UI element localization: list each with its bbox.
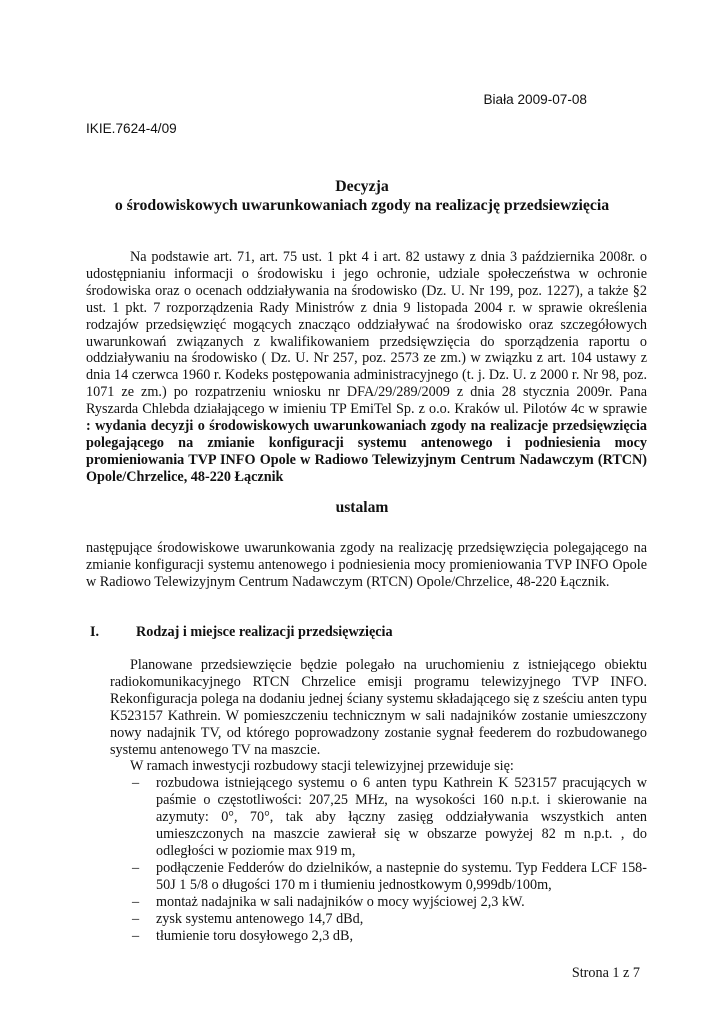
legal-basis-text: Na podstawie art. 71, art. 75 ust. 1 pkt 4 i art. 82 ustawy z dnia 3 października 2008r. o udostępnianiu informacji o środowisku i jego ochronie, udziale społeczeństwa w ochronie środowiska oraz o ocenach oddziaływania na środowisko (Dz. U. Nr 199, poz. 1227), a także §2 ust. 1 pkt. 7 rozporządzenia Rady Ministrów z dnia 9 listopada 2004 r. w sprawie określenia rodzajów przedsięwzięć mogących znacząco oddziaływać na środowisko oraz szczegółowych uwarunkowań związanych z kwalifikowaniem przedsięwzięcia do sporządzenia raportu o oddziaływaniu na środowisko ( Dz. U. Nr 257, poz. 2573 ze zm.) w związku z art. 104 ustawy z dnia 14 czerwca 1960 r. Kodeks postępowania administracyjnego (t. j. Dz. U. z 2000 r. Nr 98, poz. 1071 ze zm.) po rozpatrzeniu wniosku nr DFA/29/289/2009 z dnia 28 stycznia 2009r. Pana Ryszarda Chlebda działającego w imieniu TP EmiTel Sp. z o.o. Kraków ul. Pilotów 4c w sprawie — [86, 249, 647, 418]
legal-basis-paragraph — [86, 249, 647, 486]
list-item: – montaż nadajnika w sali nadajników o mocy wyjściowej 2,3 kW. — [132, 893, 525, 910]
decision-paragraph: następujące środowiskowe uwarunkowania zgody na realizację przedsięwzięcia polegającego na zmianie konfiguracji systemu antenowego i podniesienia mocy promieniowania TVP INFO Opole w Radiowo Telewizyjnym Centrum Nadawczym (RTCN) Opole/Chrzelice, 48-220 Łącznik. — [86, 540, 647, 590]
document-title — [0, 177, 724, 215]
reference-number: IKIE.7624-4/09 — [86, 121, 177, 136]
dash-bullet: – — [132, 927, 140, 944]
section-body — [110, 657, 647, 944]
scope-list — [110, 775, 647, 944]
list-item: – tłumienie toru dosyłowego 2,3 dB, — [132, 927, 354, 944]
legal-basis-subject: : wydania decyzji o środowiskowych uwarunkowaniach zgody na realizacje przedsięwzięcia polegającego na zmianie konfiguracji systemu antenowego i podniesienia mocy promieniowania TVP INFO Opole w Radiowo Telewizyjnym Centrum Nadawczym (RTCN) Opole/Chrzelice, 48-220 Łącznik — [86, 418, 647, 485]
title-line-2: o środowiskowych uwarunkowaniach zgody na realizację przedsiewzięcia — [114, 197, 610, 214]
ustalam-heading: ustalam — [335, 499, 389, 516]
dash-bullet: – — [132, 775, 140, 792]
list-item: – rozbudowa istniejącego systemu o 6 anten typu Kathrein K 523157 pracujących w paśmie o częstotliwości: 207,25 MHz, na wysokości 160 n.p.t. i skierowanie na azymuty: 0°, 70°, tak aby łączny zasięg oddziaływania wszystkich anten umieszczonych na maszcie zawierał się w obszarze powyżej 82 m n.p.t. , do odległości w poziomie max 919 m, — [132, 775, 647, 859]
dash-bullet: – — [132, 910, 140, 927]
list-item: – podłączenie Fedderów do dzielników, a nastepnie do systemu. Typ Feddera LCF 158-50J 1 5/8 o długości 170 m i tłumieniu jednostkowym 0,999db/100m, — [132, 859, 647, 893]
place-date: Biała 2009-07-08 — [483, 92, 587, 107]
title-line-1: Decyzja — [335, 178, 389, 195]
section-paragraph-2: W ramach inwestycji rozbudowy stacji telewizyjnej przewiduje się: — [130, 758, 514, 775]
section-paragraph-1: Planowane przedsiewzięcie będzie polegało na uruchomieniu z istniejącego obiektu radiokomunikacyjnego RTCN Chrzelice emisji programu telewizyjnego TVP INFO. Rekonfiguracja polega na dodaniu jednej ściany systemu składającego się z sześciu anten typu K523157 Kathrein. W pomieszczeniu technicznym w sali nadajników zostanie umieszczony nowy nadajnik TV, od którego poprowadzony zostanie sygnał feederem do rozbudowanego systemu antenowego TV na maszcie. — [110, 657, 647, 758]
section-number: I. — [90, 624, 100, 640]
dash-bullet: – — [132, 893, 140, 910]
dash-bullet: – — [132, 859, 140, 876]
page-number: Strona 1 z 7 — [571, 965, 640, 981]
section-heading — [90, 624, 393, 641]
list-item: – zysk systemu antenowego 14,7 dBd, — [132, 910, 364, 927]
section-title: Rodzaj i miejsce realizacji przedsięwzięcia — [136, 624, 393, 640]
